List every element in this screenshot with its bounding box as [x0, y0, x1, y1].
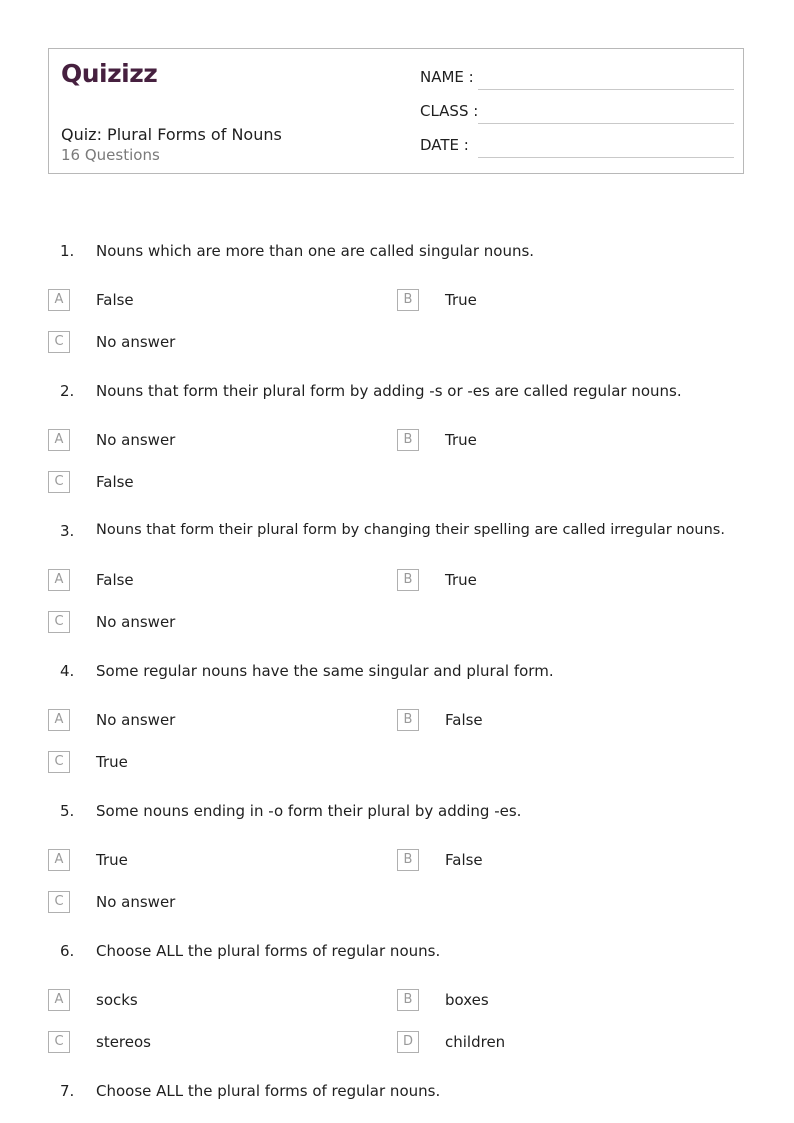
quizizz-logo: Quizizz — [61, 59, 158, 88]
option-letter-box[interactable]: B — [397, 569, 419, 591]
option-letter-box[interactable]: A — [48, 569, 70, 591]
class-line[interactable] — [478, 123, 734, 124]
option-text: stereos — [96, 1033, 151, 1051]
question-count: 16 Questions — [61, 146, 160, 164]
option-text: False — [96, 571, 134, 589]
option-text: False — [445, 711, 483, 729]
option-text: False — [445, 851, 483, 869]
question-text: Some nouns ending in -o form their plural by adding -es. — [96, 802, 522, 820]
option-text: True — [96, 851, 128, 869]
option-text: No answer — [96, 613, 176, 631]
question-text: Choose ALL the plural forms of regular nouns. — [96, 942, 441, 960]
name-line[interactable] — [478, 89, 734, 90]
option-letter-box[interactable]: C — [48, 331, 70, 353]
date-label: DATE : — [420, 136, 469, 154]
option-text: True — [445, 431, 477, 449]
question-number: 1. — [60, 242, 75, 260]
worksheet-header — [48, 48, 744, 174]
class-label: CLASS : — [420, 102, 479, 120]
option-text: True — [445, 571, 477, 589]
option-letter-box[interactable]: B — [397, 709, 419, 731]
class-field[interactable] — [420, 102, 734, 124]
option-letter-box[interactable]: A — [48, 989, 70, 1011]
question-number: 3. — [60, 522, 75, 540]
option-text: No answer — [96, 711, 176, 729]
option-text: No answer — [96, 333, 176, 351]
question-number: 6. — [60, 942, 75, 960]
question-number: 4. — [60, 662, 75, 680]
date-line[interactable] — [478, 157, 734, 158]
question-text: Choose ALL the plural forms of regular nouns. — [96, 1082, 441, 1100]
option-letter-box[interactable]: A — [48, 709, 70, 731]
option-text: True — [96, 753, 128, 771]
option-text: No answer — [96, 893, 176, 911]
option-letter-box[interactable]: B — [397, 429, 419, 451]
option-letter-box[interactable]: C — [48, 611, 70, 633]
option-letter-box[interactable]: B — [397, 289, 419, 311]
option-letter-box[interactable]: C — [48, 471, 70, 493]
option-letter-box[interactable]: C — [48, 891, 70, 913]
option-letter-box[interactable]: A — [48, 289, 70, 311]
name-label: NAME : — [420, 68, 474, 86]
option-letter-box[interactable]: A — [48, 849, 70, 871]
question-text: Nouns that form their plural form by adding -s or -es are called regular nouns. — [96, 382, 682, 400]
date-field[interactable] — [420, 136, 734, 158]
option-text: No answer — [96, 431, 176, 449]
question-text: Some regular nouns have the same singular and plural form. — [96, 662, 554, 680]
option-text: boxes — [445, 991, 489, 1009]
question-text: Nouns that form their plural form by changing their spelling are called irregular nouns. — [96, 522, 725, 538]
option-letter-box[interactable]: A — [48, 429, 70, 451]
option-letter-box[interactable]: B — [397, 849, 419, 871]
name-field[interactable] — [420, 68, 734, 90]
question-number: 2. — [60, 382, 75, 400]
option-letter-box[interactable]: D — [397, 1031, 419, 1053]
question-text: Nouns which are more than one are called singular nouns. — [96, 242, 535, 260]
option-text: False — [96, 291, 134, 309]
option-letter-box[interactable]: C — [48, 751, 70, 773]
option-text: False — [96, 473, 134, 491]
option-text: socks — [96, 991, 138, 1009]
option-letter-box[interactable]: C — [48, 1031, 70, 1053]
option-text: children — [445, 1033, 506, 1051]
option-text: True — [445, 291, 477, 309]
quiz-title: Quiz: Plural Forms of Nouns — [61, 125, 282, 144]
question-number: 5. — [60, 802, 75, 820]
question-number: 7. — [60, 1082, 75, 1100]
option-letter-box[interactable]: B — [397, 989, 419, 1011]
